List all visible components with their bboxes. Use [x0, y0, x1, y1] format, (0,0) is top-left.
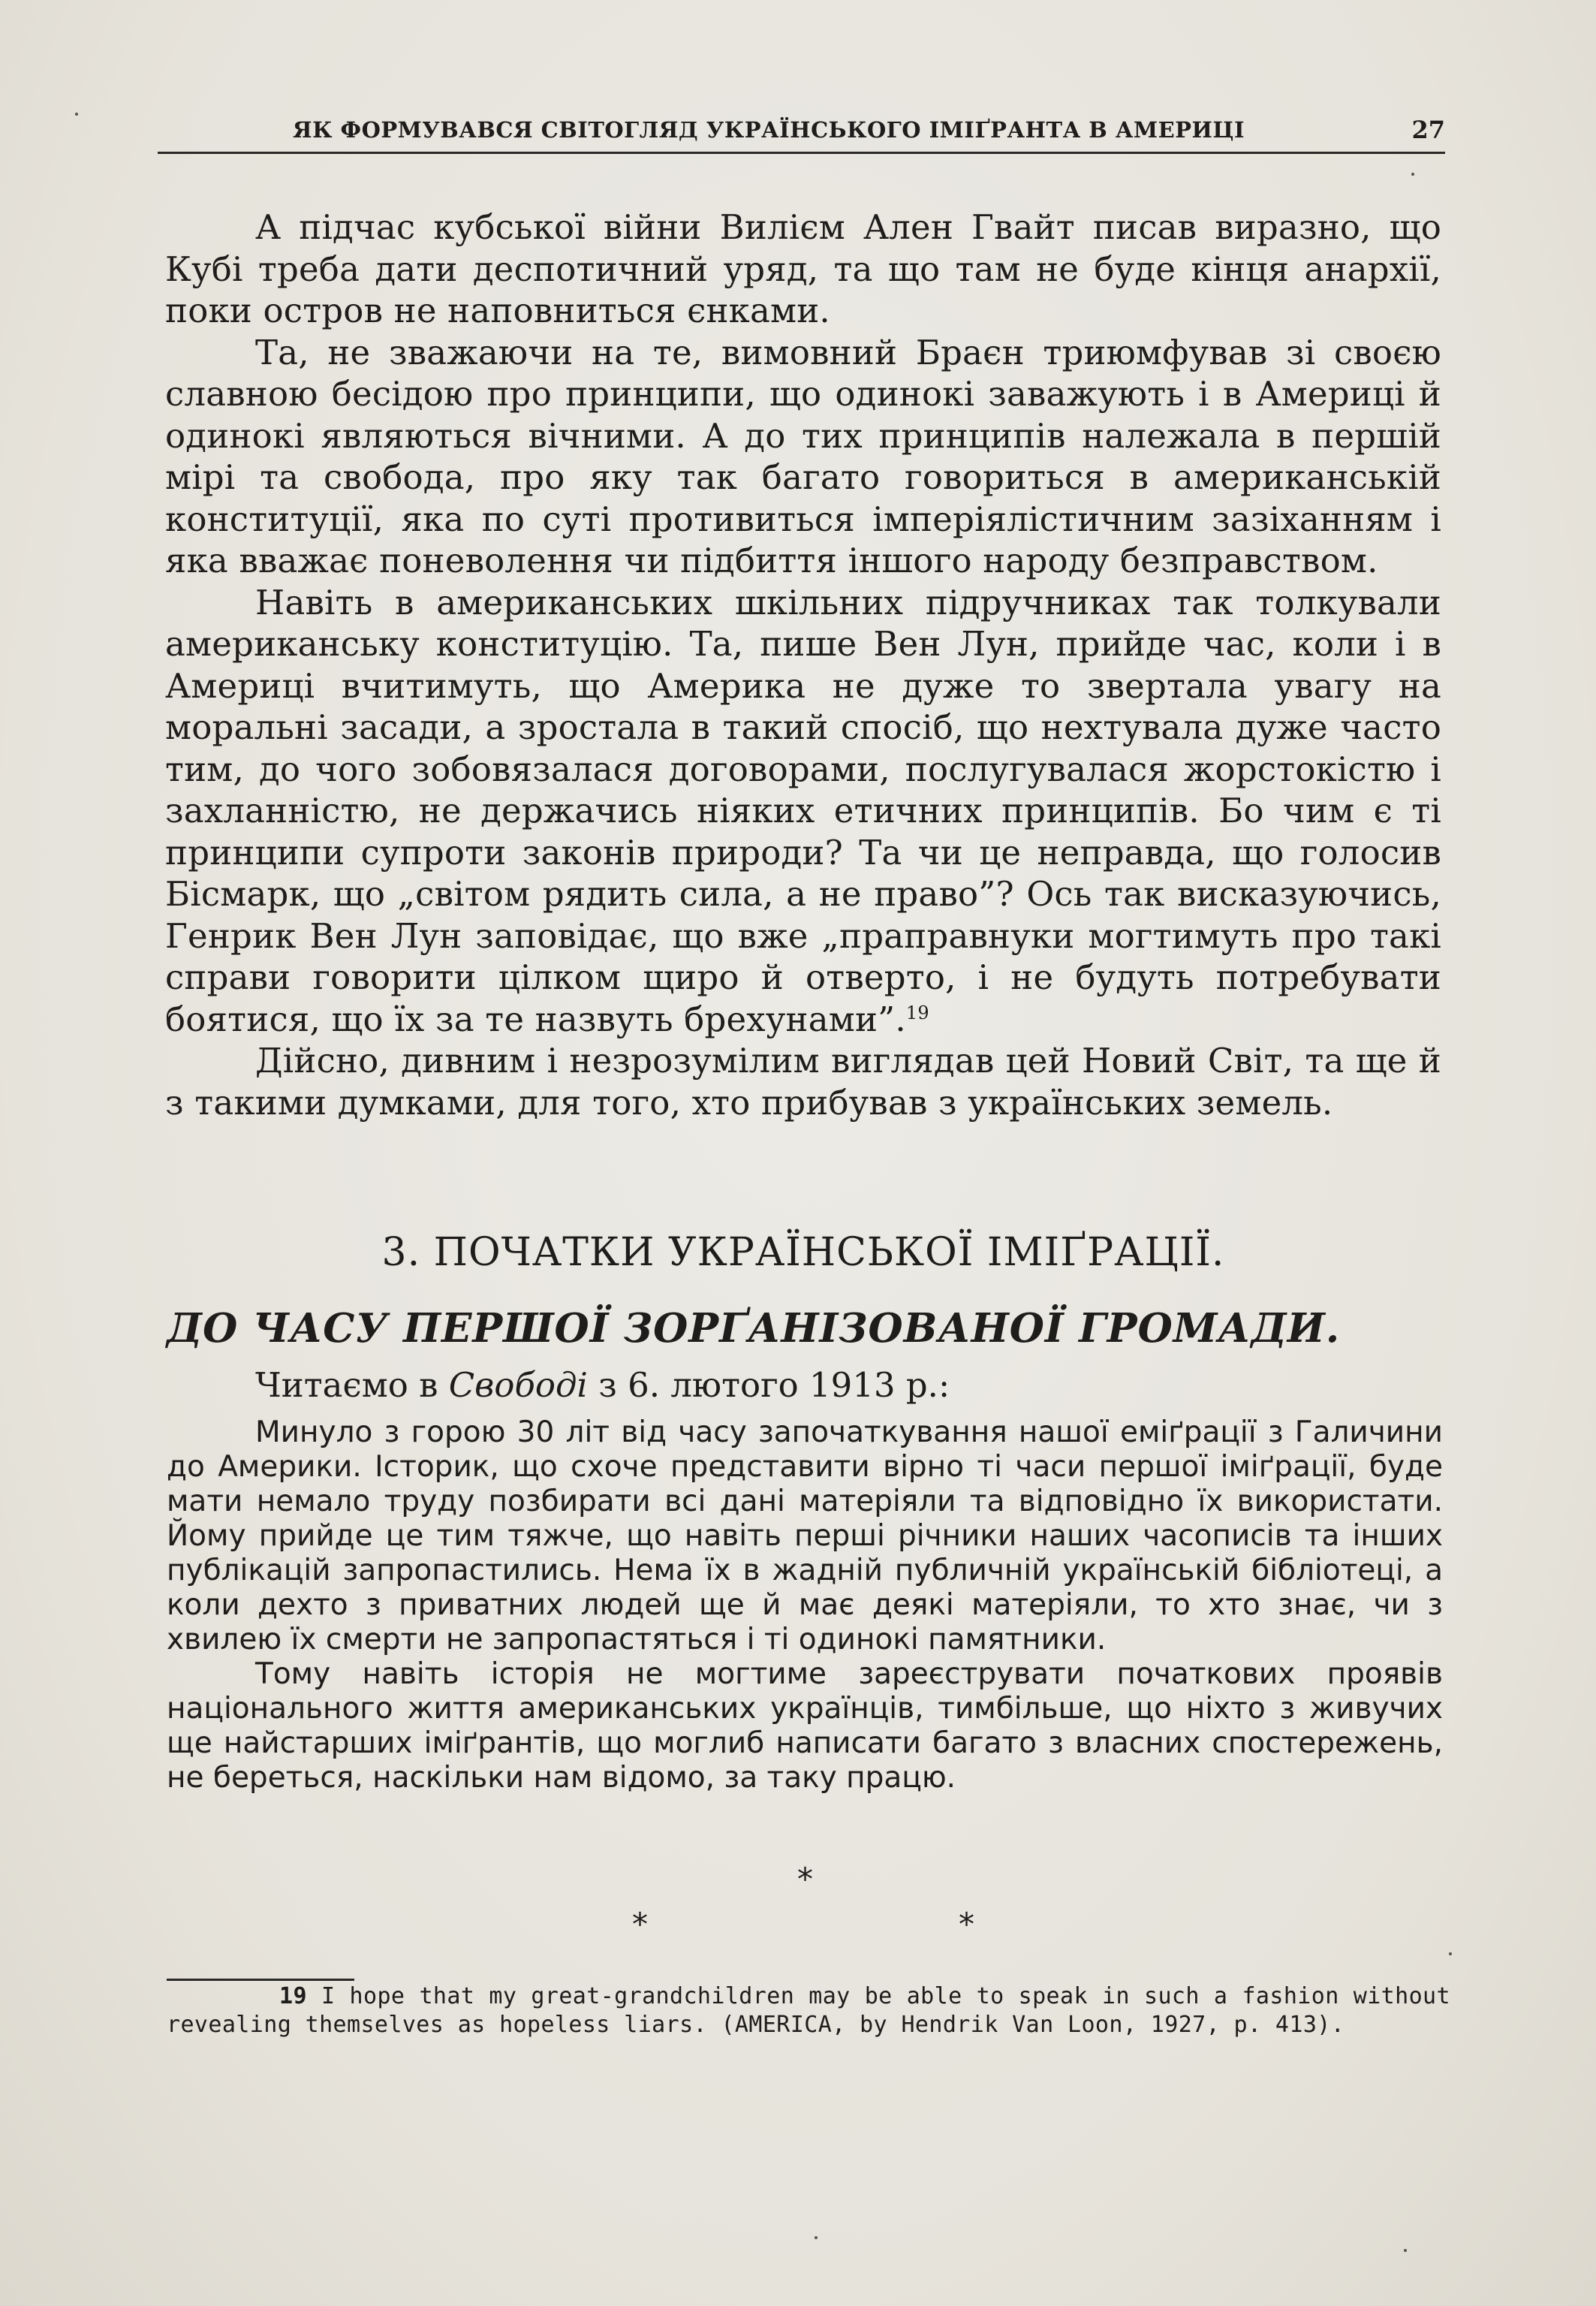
newspaper-title: Свободі	[448, 1365, 588, 1405]
body-text	[165, 206, 1441, 1123]
section-subheading: ДО ЧАСУ ПЕРШОЇ ЗОРҐАНІЗОВАНОЇ ГРОМАДИ.	[167, 1305, 1341, 1352]
asterisk-icon: *	[797, 1861, 813, 1898]
quote-intro	[255, 1365, 950, 1405]
asterisk-icon: *	[632, 1906, 648, 1943]
body-paragraph: Та, не зважаючи на те, вимовний Браєн триюмфував зі своєю славною бесідою про принципи, що одинокі заважують і в Америці й одинокі являються вічними. А до тих принципів належала в першій мірі та свобода, про яку так багато говориться в американській конституції, яка по суті противиться імперіялістичним зазіханням і яка вважає поневолення чи підбиття іншого народу безправством.	[165, 332, 1441, 580]
quote-paragraph: Минуло з горою 30 літ від часу започаткування нашої еміґрації з Галичини до Америки. Історик, що схоче представити вірно ті часи першої іміґрації, буде мати немало труду позбирати всі дані матеріяли та відповідно їх використати. Йому прийде це тим тяжче, що навіть перші річники наших часописів та інших публікацій запропастились. Нема їх в жадній публичній українській бібліотеці, а коли дехто з приватних людей ще й має деякі матеріяли, то хто знає, чи з хвилею їх смерти не запропастяться і ті одинокі памятники.	[167, 1415, 1443, 1656]
page-number: 27	[1411, 116, 1445, 144]
running-title: ЯК ФОРМУВАВСЯ СВІТОГЛЯД УКРАЇНСЬКОГО ІМІҐРАНТА В АМЕРИЦІ	[293, 117, 1245, 143]
quote-intro-after: з 6. лютого 1913 р.:	[587, 1365, 950, 1405]
body-paragraph-text: Навіть в американських шкільних підручниках так толкували американську конституцію. Та, пише Вен Лун, прийде час, коли і в Америці вчитимуть, що Америка не дуже то звертала увагу на моральні засади, а зростала в такий спосіб, що нехтувала дуже часто тим, до чого зобовязалася договорами, послугувалася жорстокістю і захланністю, не держачись ніяких етичних принципів. Бо чим є ті принципи супроти законів природи? Та чи це неправда, що голосив Бісмарк, що „світом рядить сила, а не право”? Ось так висказуючись, Генрик Вен Лун заповідає, що вже „праправнуки могтимуть про такі справи говорити цілком щиро й отверто, і не будуть потребувати боятися, що їх за те назвуть брехунами”.	[165, 582, 1441, 1039]
footnote	[167, 1982, 1450, 2039]
quote-paragraph: Тому навіть історія не могтиме зареєструвати початкових проявів національного життя американських українців, тимбільше, що ніхто з живучих ще найстарших іміґрантів, що моглиб написати багато з власних спостережень, не береться, наскільки нам відомо, за таку працю.	[167, 1657, 1443, 1795]
scan-speck	[1411, 173, 1414, 176]
scan-speck	[75, 113, 78, 116]
quoted-passage	[167, 1415, 1443, 1795]
asterisk-icon: *	[959, 1906, 974, 1943]
scan-speck	[1404, 2249, 1407, 2252]
footnote-paragraph	[167, 1982, 1450, 2039]
footnote-reference[interactable]: 19	[905, 1002, 929, 1023]
asterism-divider	[167, 1861, 1443, 1943]
body-paragraph: А підчас кубської війни Вилієм Ален Гвайт писав виразно, що Кубі треба дати деспотичний уряд, та що там не буде кінця анархії, поки остров не наповниться єнками.	[165, 207, 1441, 330]
footnote-rule	[167, 1979, 354, 1981]
section-heading: 3. ПОЧАТКИ УКРАЇНСЬКОЇ ІМІҐРАЦІЇ.	[381, 1230, 1225, 1275]
running-header	[158, 113, 1445, 154]
body-paragraph	[165, 582, 1441, 1041]
footnote-text: I hope that my great-grandchildren may be able to speak in such a fashion without revealing themselves as hopeless liars. (AMERICA, by Hendrik Van Loon, 1927, p. 413).	[167, 1983, 1450, 2038]
footnote-number: 19	[279, 1983, 307, 2009]
quote-intro-before: Читаємо в	[255, 1365, 449, 1405]
scan-speck	[1449, 1952, 1452, 1955]
body-paragraph: Дійсно, дивним і незрозумілим виглядав цей Новий Світ, та ще й з такими думками, для того, хто прибував з українських земель.	[165, 1041, 1441, 1123]
scan-speck	[815, 2236, 818, 2239]
